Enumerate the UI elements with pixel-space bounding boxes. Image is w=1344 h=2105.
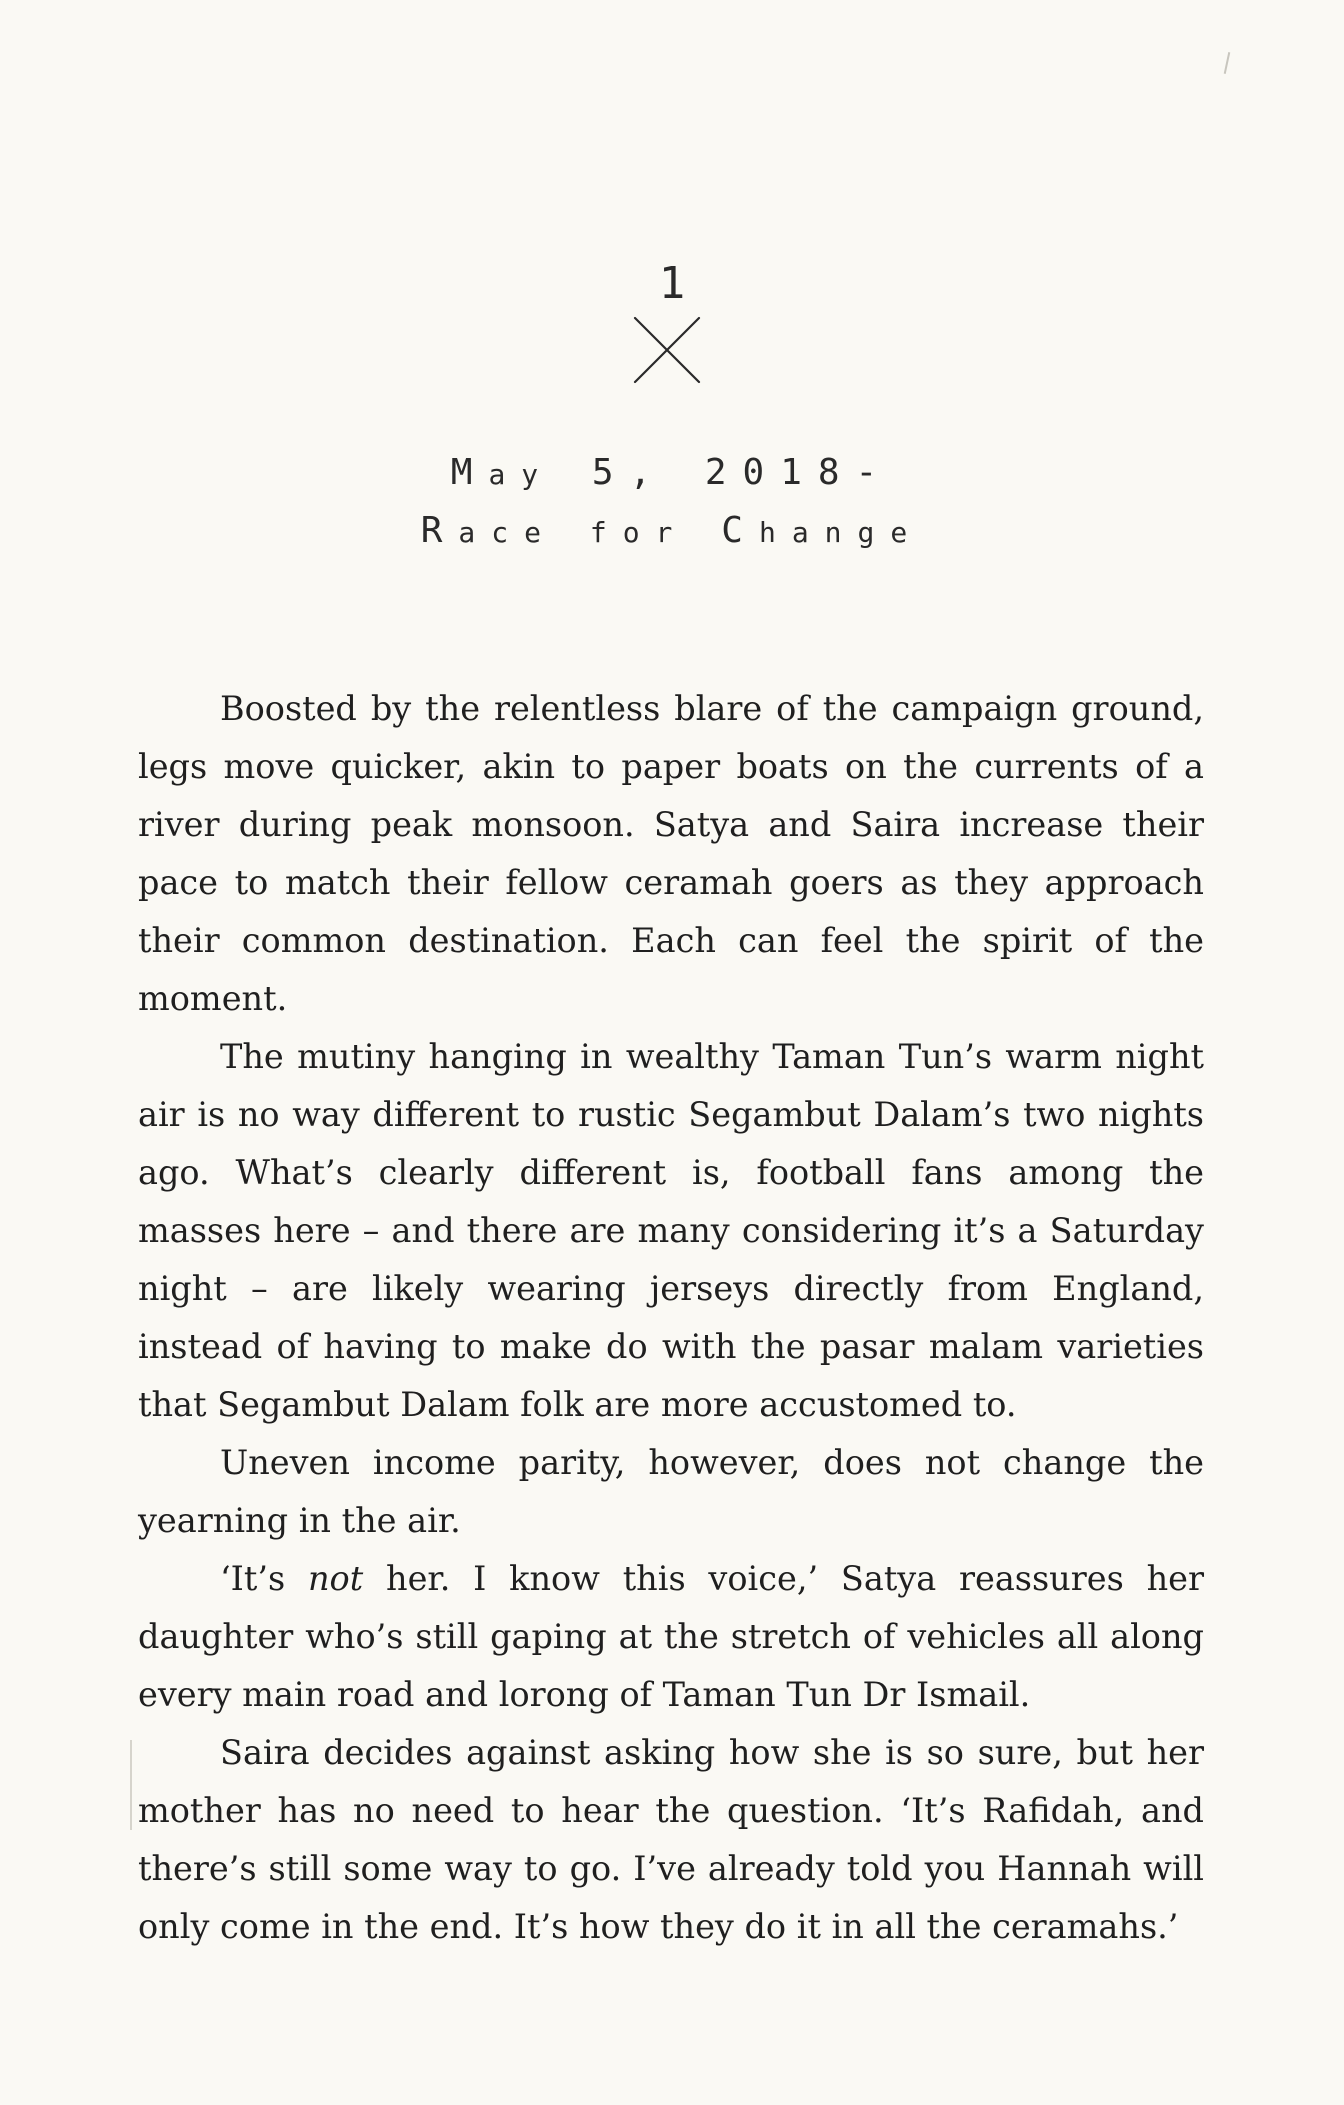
body-paragraph (138, 1028, 1204, 1434)
paragraph-text: Boosted by the relentless blare of the campaign ground, legs move quicker, akin to paper boats on the currents of a river during peak monsoon. Satya and Saira increase their pace to match their fellow ceramah goers as they approach their common destination. Each can feel the spirit of the moment. (138, 689, 1204, 1018)
emphasized-text: not (307, 1559, 364, 1598)
chapter-title-line-2: Race for Change (420, 510, 924, 551)
scan-mark (130, 1740, 132, 1830)
paragraph-text: her. I know this voice,’ Satya reassures her daughter who’s still gaping at the stretch of vehicles all along every main road and lorong of Taman Tun Dr Ismail. (138, 1559, 1204, 1714)
paragraph-text: ‘It’s (220, 1559, 308, 1598)
chapter-number: 1 (658, 258, 686, 309)
paragraph-text: Uneven income parity, however, does not change the yearning in the air. (138, 1443, 1204, 1540)
chapter-body (138, 680, 1204, 1956)
chapter-title-line-1: May 5, 2018- (450, 452, 894, 493)
paragraph-text: Saira decides against asking how she is so sure, but her mother has no need to hear the question. ‘It’s Rafidah, and there’s still some way to go. I’ve already told you Hannah will only come in the end. It’s how they do it in all the ceramahs.’ (138, 1733, 1204, 1946)
scan-mark (1224, 52, 1231, 74)
paragraph-text: The mutiny hanging in wealthy Taman Tun’s warm night air is no way different to rustic Segambut Dalam’s two nights ago. What’s clearly different is, football fans among the masses here – and there are many considering it’s a Saturday night – are likely wearing jerseys directly from England, instead of having to make do with the pasar malam varieties that Segambut Dalam folk are more accustomed to. (138, 1037, 1204, 1424)
body-paragraph (138, 1724, 1204, 1956)
body-paragraph (138, 1434, 1204, 1550)
x-cross-icon (627, 310, 707, 390)
body-paragraph (138, 1550, 1204, 1724)
body-paragraph (138, 680, 1204, 1028)
